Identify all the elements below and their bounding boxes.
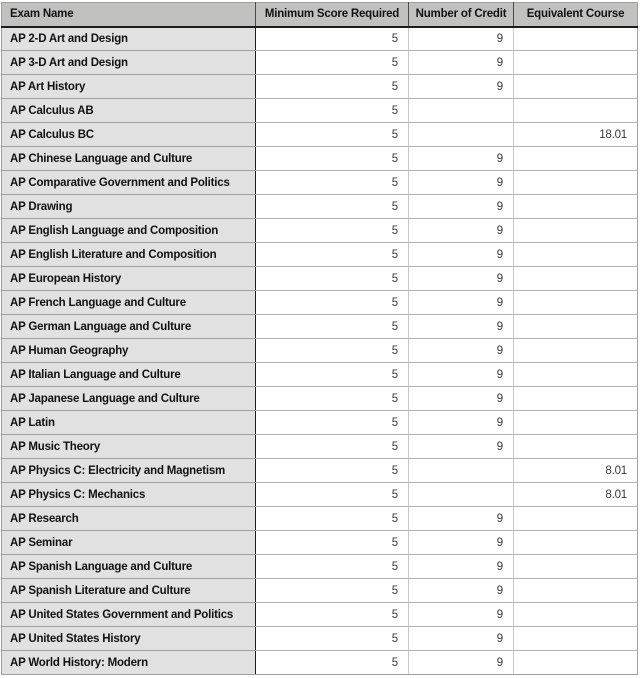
table-row	[2, 195, 638, 219]
exam-name-cell: AP Physics C: Mechanics	[2, 483, 256, 507]
exam-name-cell: AP Spanish Literature and Culture	[2, 579, 256, 603]
equivalent-course-cell	[514, 51, 638, 75]
exam-name-cell: AP Human Geography	[2, 339, 256, 363]
table-row	[2, 651, 638, 675]
table-row	[2, 123, 638, 147]
credits-cell	[409, 99, 514, 123]
exam-name-cell: AP Spanish Language and Culture	[2, 555, 256, 579]
credits-cell: 9	[409, 267, 514, 291]
exam-name-cell: AP Calculus BC	[2, 123, 256, 147]
exam-name-cell: AP Seminar	[2, 531, 256, 555]
credits-cell: 9	[409, 507, 514, 531]
equivalent-course-cell	[514, 219, 638, 243]
table-row	[2, 99, 638, 123]
min-score-cell: 5	[256, 579, 409, 603]
min-score-cell: 5	[256, 291, 409, 315]
table-row	[2, 531, 638, 555]
exam-name-cell: AP English Literature and Composition	[2, 243, 256, 267]
exam-name-cell: AP Latin	[2, 411, 256, 435]
equivalent-course-cell	[514, 75, 638, 99]
equivalent-course-cell	[514, 411, 638, 435]
credits-cell: 9	[409, 555, 514, 579]
min-score-cell: 5	[256, 435, 409, 459]
ap-credit-table	[1, 2, 638, 675]
credits-cell: 9	[409, 315, 514, 339]
min-score-cell: 5	[256, 99, 409, 123]
table-row	[2, 267, 638, 291]
table-row	[2, 51, 638, 75]
credits-cell: 9	[409, 147, 514, 171]
credits-cell	[409, 483, 514, 507]
equivalent-course-cell	[514, 171, 638, 195]
min-score-cell: 5	[256, 363, 409, 387]
equivalent-course-cell: 8.01	[514, 459, 638, 483]
column-header-equivalent-course: Equivalent Course	[514, 3, 638, 27]
exam-name-cell: AP Research	[2, 507, 256, 531]
equivalent-course-cell	[514, 291, 638, 315]
equivalent-course-cell	[514, 99, 638, 123]
table-row	[2, 339, 638, 363]
min-score-cell: 5	[256, 507, 409, 531]
table-row	[2, 291, 638, 315]
credits-cell: 9	[409, 387, 514, 411]
equivalent-course-cell	[514, 627, 638, 651]
min-score-cell: 5	[256, 651, 409, 675]
min-score-cell: 5	[256, 171, 409, 195]
credits-cell: 9	[409, 603, 514, 627]
credits-cell: 9	[409, 75, 514, 99]
min-score-cell: 5	[256, 555, 409, 579]
equivalent-course-cell	[514, 195, 638, 219]
min-score-cell: 5	[256, 195, 409, 219]
credits-cell: 9	[409, 291, 514, 315]
column-header-exam-name: Exam Name	[2, 3, 256, 27]
credits-cell: 9	[409, 51, 514, 75]
table-row	[2, 555, 638, 579]
equivalent-course-cell	[514, 579, 638, 603]
equivalent-course-cell	[514, 27, 638, 51]
table-row	[2, 363, 638, 387]
min-score-cell: 5	[256, 147, 409, 171]
equivalent-course-cell	[514, 651, 638, 675]
exam-name-cell: AP United States Government and Politics	[2, 603, 256, 627]
table-header	[2, 3, 638, 27]
min-score-cell: 5	[256, 483, 409, 507]
credits-cell: 9	[409, 339, 514, 363]
equivalent-course-cell: 18.01	[514, 123, 638, 147]
table-row	[2, 507, 638, 531]
equivalent-course-cell	[514, 147, 638, 171]
exam-name-cell: AP European History	[2, 267, 256, 291]
equivalent-course-cell	[514, 507, 638, 531]
equivalent-course-cell	[514, 243, 638, 267]
equivalent-course-cell	[514, 435, 638, 459]
min-score-cell: 5	[256, 387, 409, 411]
table-row	[2, 603, 638, 627]
column-header-number-of-credit: Number of Credit	[409, 3, 514, 27]
credits-cell	[409, 459, 514, 483]
equivalent-course-cell	[514, 267, 638, 291]
min-score-cell: 5	[256, 267, 409, 291]
min-score-cell: 5	[256, 315, 409, 339]
header-row	[2, 3, 638, 27]
exam-name-cell: AP Physics C: Electricity and Magnetism	[2, 459, 256, 483]
table-row	[2, 75, 638, 99]
min-score-cell: 5	[256, 603, 409, 627]
min-score-cell: 5	[256, 123, 409, 147]
credits-cell: 9	[409, 219, 514, 243]
min-score-cell: 5	[256, 243, 409, 267]
credits-cell: 9	[409, 243, 514, 267]
exam-name-cell: AP Chinese Language and Culture	[2, 147, 256, 171]
exam-name-cell: AP Italian Language and Culture	[2, 363, 256, 387]
equivalent-course-cell	[514, 531, 638, 555]
table-row	[2, 27, 638, 51]
table-row	[2, 579, 638, 603]
credits-cell: 9	[409, 531, 514, 555]
equivalent-course-cell: 8.01	[514, 483, 638, 507]
table-row	[2, 147, 638, 171]
min-score-cell: 5	[256, 27, 409, 51]
exam-name-cell: AP Music Theory	[2, 435, 256, 459]
equivalent-course-cell	[514, 339, 638, 363]
min-score-cell: 5	[256, 75, 409, 99]
exam-name-cell: AP 2-D Art and Design	[2, 27, 256, 51]
table-row	[2, 459, 638, 483]
table-row	[2, 411, 638, 435]
exam-name-cell: AP Japanese Language and Culture	[2, 387, 256, 411]
credits-cell: 9	[409, 363, 514, 387]
credits-cell: 9	[409, 651, 514, 675]
table-row	[2, 387, 638, 411]
credits-cell	[409, 123, 514, 147]
credits-cell: 9	[409, 195, 514, 219]
credits-cell: 9	[409, 435, 514, 459]
equivalent-course-cell	[514, 387, 638, 411]
exam-name-cell: AP 3-D Art and Design	[2, 51, 256, 75]
min-score-cell: 5	[256, 459, 409, 483]
credits-cell: 9	[409, 579, 514, 603]
table-row	[2, 627, 638, 651]
exam-name-cell: AP Calculus AB	[2, 99, 256, 123]
column-header-minimum-score: Minimum Score Required	[256, 3, 409, 27]
exam-name-cell: AP Art History	[2, 75, 256, 99]
exam-name-cell: AP United States History	[2, 627, 256, 651]
equivalent-course-cell	[514, 363, 638, 387]
credits-cell: 9	[409, 27, 514, 51]
table-body	[2, 27, 638, 675]
min-score-cell: 5	[256, 51, 409, 75]
equivalent-course-cell	[514, 603, 638, 627]
min-score-cell: 5	[256, 339, 409, 363]
table-row	[2, 171, 638, 195]
table-row	[2, 243, 638, 267]
table-row	[2, 483, 638, 507]
min-score-cell: 5	[256, 531, 409, 555]
min-score-cell: 5	[256, 411, 409, 435]
exam-name-cell: AP World History: Modern	[2, 651, 256, 675]
min-score-cell: 5	[256, 627, 409, 651]
table-row	[2, 315, 638, 339]
exam-name-cell: AP Drawing	[2, 195, 256, 219]
min-score-cell: 5	[256, 219, 409, 243]
exam-name-cell: AP French Language and Culture	[2, 291, 256, 315]
exam-name-cell: AP German Language and Culture	[2, 315, 256, 339]
credits-cell: 9	[409, 627, 514, 651]
table-row	[2, 435, 638, 459]
credits-cell: 9	[409, 171, 514, 195]
exam-name-cell: AP English Language and Composition	[2, 219, 256, 243]
table-row	[2, 219, 638, 243]
credits-cell: 9	[409, 411, 514, 435]
equivalent-course-cell	[514, 315, 638, 339]
equivalent-course-cell	[514, 555, 638, 579]
exam-name-cell: AP Comparative Government and Politics	[2, 171, 256, 195]
